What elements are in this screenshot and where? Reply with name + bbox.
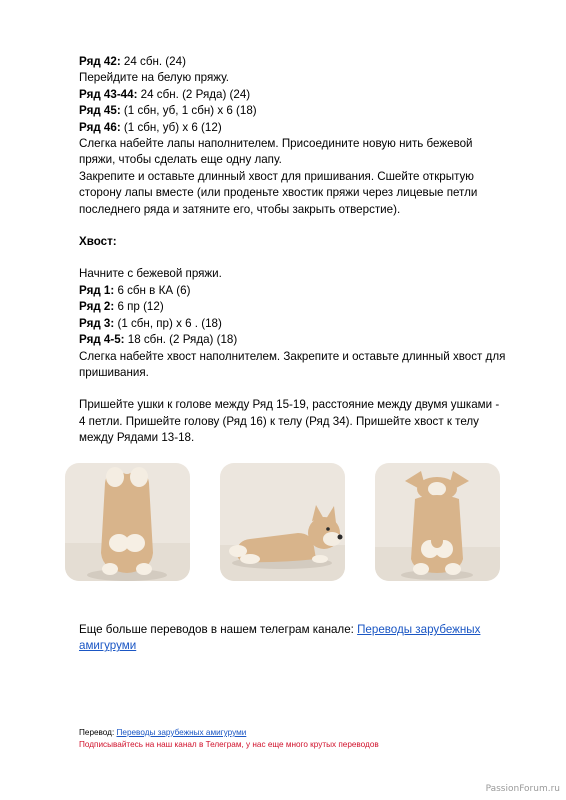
row-label: Ряд 3: <box>79 316 115 330</box>
paw-instruction-line: сторону лапы вместе (или проденьте хвостик пряжи через лицевые петли <box>79 186 478 200</box>
paw-instruction-line: последнего ряда и затяните его, чтобы закрыть отверстие). <box>79 202 401 216</box>
tail-instruction-line: пришивания. <box>79 365 149 379</box>
row-label: Ряд 43-44: <box>79 87 138 101</box>
row-45 <box>79 103 529 119</box>
photo-row <box>65 463 505 583</box>
assembly-line: 4 петли. Пришейте голову (Ряд 16) к телу (Ряд 34). Пришейте хвост к телу <box>79 414 479 428</box>
translation-credit <box>79 727 379 739</box>
paw-instruction-line: Закрепите и оставьте длинный хвост для пришивания. Сшейте открытую <box>79 169 474 183</box>
row-46 <box>79 120 529 136</box>
corgi-side-photo <box>220 463 345 581</box>
row-text: (1 сбн, пр) x 6 . (18) <box>114 316 222 330</box>
row-label: Ряд 1: <box>79 283 115 297</box>
telegram-link[interactable]: Переводы зарубежных <box>357 623 481 636</box>
paw-instruction-line: Слегка набейте лапы наполнителем. Присоедините новую нить бежевой <box>79 137 473 151</box>
row-text: 6 сбн в КА (6) <box>114 283 191 297</box>
row-text: 18 сбн. (2 Ряда) (18) <box>124 333 238 347</box>
corgi-back-image <box>65 463 190 581</box>
corgi-side-image <box>220 463 345 581</box>
corgi-back-photo <box>65 463 190 581</box>
row-text: Перейдите на белую пряжу. <box>79 71 229 85</box>
tail-row-4-5 <box>79 332 529 348</box>
row-label: Ряд 46: <box>79 120 121 134</box>
paw-instruction-line: пряжи, чтобы сделать еще одну лапу. <box>79 153 282 167</box>
tail-row-2 <box>79 299 529 315</box>
row-text: 24 сбн. (2 Ряда) (24) <box>137 87 251 101</box>
corgi-tail-image <box>375 463 500 581</box>
footer <box>79 727 379 751</box>
row-label: Ряд 42: <box>79 55 121 68</box>
tail-row-1 <box>79 283 529 299</box>
tail-instruction-line: Слегка набейте хвост наполнителем. Закрепите и оставьте длинный хвост для <box>79 349 506 363</box>
row-label: Ряд 2: <box>79 300 115 314</box>
row-text: (1 сбн, уб, 1 сбн) x 6 (18) <box>120 104 257 118</box>
pattern-text <box>79 54 529 447</box>
tail-intro: Начните с бежевой пряжи. <box>79 267 222 281</box>
telegram-promo <box>79 622 529 655</box>
translation-link[interactable]: Переводы зарубежных амигуруми <box>116 728 247 737</box>
row-text: 6 пр (12) <box>114 300 164 314</box>
switch-yarn-line <box>79 70 529 86</box>
tail-heading: Хвост: <box>79 235 117 249</box>
telegram-link-cont[interactable]: амигуруми <box>79 639 137 653</box>
corgi-tail-photo <box>375 463 500 581</box>
row-43-44 <box>79 87 529 103</box>
translation-label: Перевод: <box>79 728 117 737</box>
assembly-line: между Рядами 13-18. <box>79 431 195 445</box>
row-42 <box>79 54 529 70</box>
tail-row-3 <box>79 316 529 332</box>
telegram-text: Еще больше переводов в нашем телеграм канале: <box>79 623 358 636</box>
row-label: Ряд 4-5: <box>79 333 125 347</box>
assembly-line: Пришейте ушки к голове между Ряд 15-19, расстояние между двумя ушками - <box>79 398 500 412</box>
watermark: PassionForum.ru <box>485 784 560 794</box>
subscribe-note: Подписывайтесь на наш канал в Телеграм, у нас еще много крутых переводов <box>79 740 379 749</box>
row-text: 24 сбн. (24) <box>120 55 186 68</box>
row-label: Ряд 45: <box>79 104 121 118</box>
row-text: (1 сбн, уб) x 6 (12) <box>120 120 222 134</box>
